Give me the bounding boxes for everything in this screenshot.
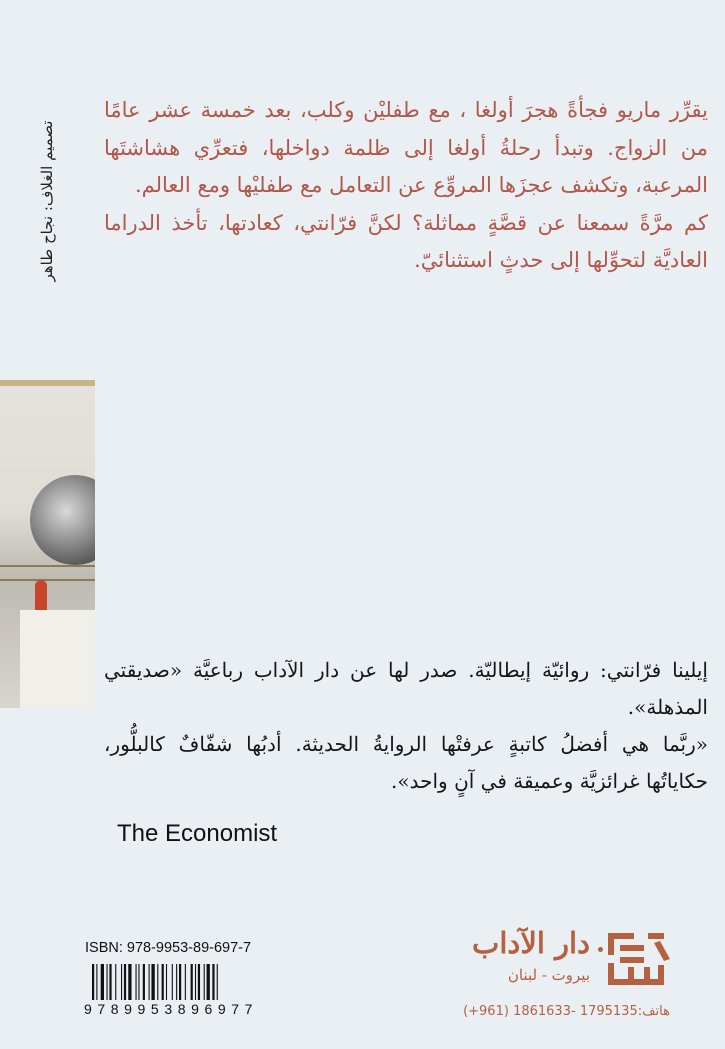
barcode-bar [204, 964, 205, 1000]
barcode-bar [121, 964, 122, 1000]
barcode-bar [191, 964, 193, 1000]
author-bio [104, 652, 708, 800]
barcode-digits: 9789953896977 [84, 1001, 259, 1017]
barcode-bar [162, 964, 164, 1000]
isbn-label: ISBN: 978-9953-89-697-7 [85, 940, 252, 956]
barcode-bar [185, 964, 186, 1000]
bio-paragraph: إيلينا فرّانتي: روائيّة إيطاليّة. صدر لها عن دار الآداب رباعيَّة «صديقتي المذهلة». [104, 658, 708, 719]
barcode-bar [172, 964, 173, 1000]
barcode-bar [212, 964, 214, 1000]
barcode-bar [143, 964, 145, 1000]
quote-source: The Economist [117, 820, 278, 847]
barcode-bar [149, 964, 150, 1000]
barcode-bar [176, 964, 177, 1000]
rack-image-part [0, 565, 95, 581]
pan-image-part [30, 475, 95, 565]
barcode-bar [138, 964, 139, 1000]
barcode-bar [115, 964, 116, 1000]
cover-photo-strip [0, 380, 95, 708]
barcode-bar [166, 964, 167, 1000]
barcode-bar [207, 964, 210, 1000]
towel-image-part [20, 610, 95, 708]
blurb-paragraph: كم مرَّةً سمعنا عن قصَّةٍ مماثلة؟ لكنَّ فرّانتي، كعادتها، تأخذ الدراما العاديَّة لتحوِّلها إلى حدثٍ استثنائيّ. [104, 210, 708, 272]
barcode-bar [195, 964, 196, 1000]
publisher-city: بيروت - لبنان [507, 966, 590, 984]
barcode-bar [109, 964, 111, 1000]
cover-design-credit: تصميم الغلاف: نجاح طاهر [38, 120, 56, 282]
review-quote: «ربَّما هي أفضلُ كاتبةٍ عرفتْها الروايةُ الحديثة. أدبُها شفّافٌ كالبلُّور، حكاياتُها غرائزيَّة وعميقة في آنٍ واحد». [104, 732, 708, 793]
barcode-bar [128, 964, 131, 1000]
barcode-bar [198, 964, 200, 1000]
barcode-bar [124, 964, 126, 1000]
barcode-bar [217, 964, 218, 1000]
barcode-bar [179, 964, 181, 1000]
barcode-bar [96, 964, 97, 1000]
barcode-bar [136, 964, 137, 1000]
publisher-logo-icon [598, 933, 670, 985]
barcode-bar [151, 964, 154, 1000]
back-cover-blurb [104, 92, 708, 280]
publisher-phone: هاتف:1795135 -1861633 (961+) [463, 1004, 670, 1019]
barcode-bar [157, 964, 158, 1000]
barcode-bar [92, 964, 94, 1000]
barcode-bar [107, 964, 108, 1000]
blurb-paragraph: يقرِّر ماريو فجأةً هجرَ أولغا ، مع طفليْن وكلب، بعد خمسة عشر عامًا من الزواج. وتبدأ رحلةُ أولغا إلى ظلمة دواخلها، فتعرِّي هشاشتَها المرعبة، وتكشف عجزَها المروِّع عن التعامل مع طفليْها ومع العالم. [104, 98, 708, 197]
barcode-bar [101, 964, 104, 1000]
publisher-name: دار الآداب [472, 926, 590, 960]
